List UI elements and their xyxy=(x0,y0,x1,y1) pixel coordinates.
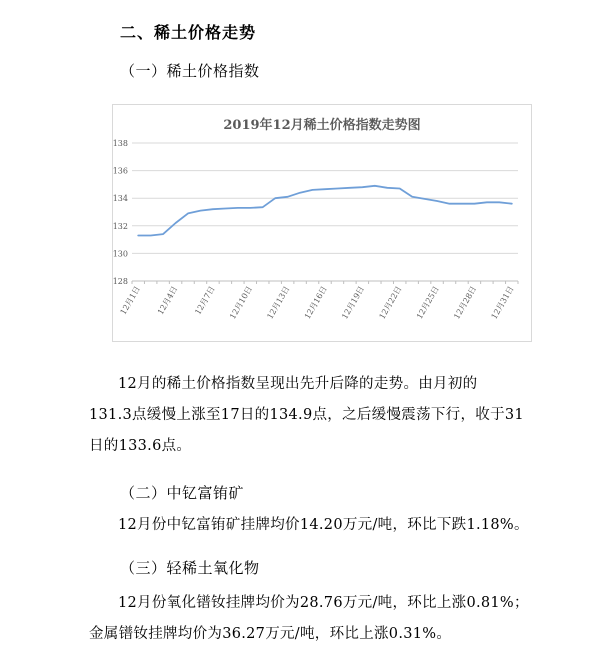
paragraph-text: 日的133.6点。 xyxy=(89,438,192,454)
y-tick-label: 132 xyxy=(113,221,128,231)
y-tick-label: 136 xyxy=(113,166,128,176)
x-tick-label: 12月13日 xyxy=(265,284,292,321)
series-line xyxy=(138,186,512,236)
subsection-title-price-index: （一）稀土价格指数 xyxy=(120,62,260,80)
y-tick-label: 138 xyxy=(113,139,128,148)
x-tick-label: 12月31日 xyxy=(489,284,516,321)
y-tick-label: 128 xyxy=(113,277,128,286)
y-tick-label: 134 xyxy=(113,194,128,204)
section-heading: 二、稀土价格走势 xyxy=(120,23,257,42)
paragraph-text: 12月的稀土价格指数呈现出先升后降的走势。由月初的 xyxy=(118,376,478,392)
x-tick-label: 12月28日 xyxy=(452,284,479,321)
chart-svg xyxy=(113,105,531,341)
paragraph-text: 12月份中钇富铕矿挂牌均价14.20万元/吨，环比下跌1.18%。 xyxy=(118,517,529,533)
price-index-chart xyxy=(112,104,532,342)
paragraph-ore xyxy=(89,510,529,541)
paragraph-text: 金属镨钕挂牌均价为36.27万元/吨，环比上涨0.31%。 xyxy=(89,626,452,642)
x-tick-label: 12月25日 xyxy=(414,284,441,321)
x-tick-label: 12月10日 xyxy=(228,284,255,321)
x-tick-label: 12月22日 xyxy=(377,284,404,321)
paragraph-price-index xyxy=(89,369,529,462)
paragraph-oxides xyxy=(89,588,529,650)
subsection-title-oxides: （三）轻稀土氧化物 xyxy=(120,559,260,577)
x-tick-label: 12月4日 xyxy=(155,284,180,317)
x-tick-label: 12月7日 xyxy=(193,284,217,317)
y-tick-label: 130 xyxy=(113,249,128,259)
paragraph-text: 131.3点缓慢上涨至17日的134.9点，之后缓慢震荡下行，收于31 xyxy=(89,407,524,423)
subsection-title-ore: （二）中钇富铕矿 xyxy=(120,484,245,502)
chart-title: 2019年12月稀土价格指数走势图 xyxy=(223,118,421,133)
paragraph-text: 12月份氧化镨钕挂牌均价为28.76万元/吨，环比上涨0.81%； xyxy=(118,595,529,611)
x-tick-label: 12月16日 xyxy=(302,284,329,321)
x-tick-label: 12月1日 xyxy=(118,284,143,317)
x-tick-label: 12月19日 xyxy=(340,284,367,321)
